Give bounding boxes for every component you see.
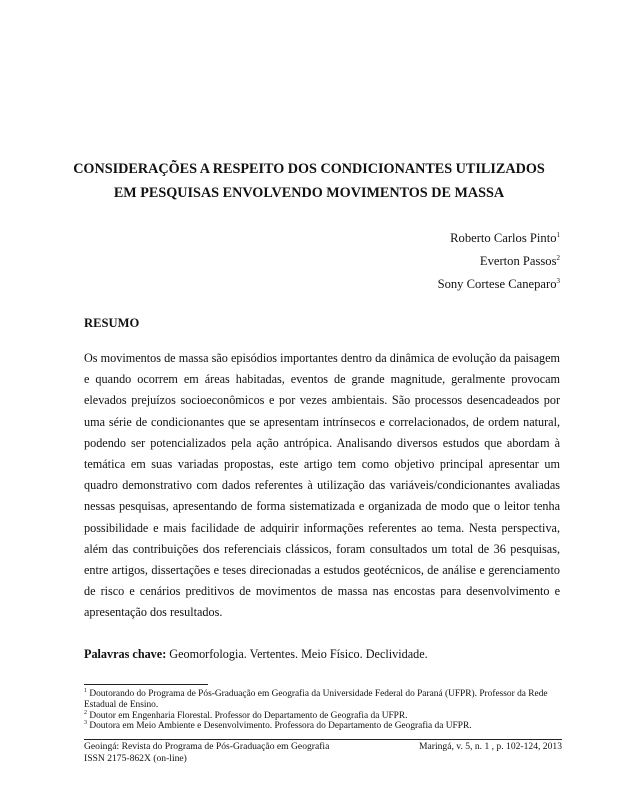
author-name: Roberto Carlos Pinto [450, 231, 557, 245]
footer-separator [84, 739, 562, 740]
footnote-mark: 1 [84, 687, 87, 694]
paper-title [60, 157, 558, 205]
footnote-3 [84, 721, 564, 732]
footnote-2 [84, 711, 564, 722]
author-footnote-mark: 3 [556, 276, 560, 285]
abstract-body: Os movimentos de massa são episódios importantes dentro da dinâmica de evolução da paisagem e quando ocorrem em áreas habitadas, eventos de grande magnitude, geralmente provocam elevados prejuízos socioeconômicos e por vezes ambientais. São processos desencadeados por uma série de condicionantes que se apresentam intrínsecos e correlacionados, de ordem natural, podendo ser potencializados pela ação antrópica. Analisando diversos estudos que abordam à temática em suas variadas propostas, este artigo tem como objetivo principal apresentar um quadro demonstrativo com dados referentes à utilização das variáveis/condicionantes avaliadas nessas pesquisas, apresentando de forma sistematizada e organizada de modo que o leitor tenha possibilidade e mais facilidade de adquirir informações referentes ao tema. Nesta perspectiva, além das contribuições dos referenciais clássicos, foram consultados um total de 36 pesquisas, entre artigos, dissertações e teses direcionadas a estudos geotécnicos, de análise e gerenciamento de risco e cenários preditivos de movimentos de massa nas encostas para desenvolvimento e apresentação dos resultados. [84, 351, 560, 620]
footnotes [84, 689, 564, 732]
author-3 [438, 273, 560, 296]
resumo-heading: RESUMO [84, 316, 140, 330]
footer-journal: Geoingá: Revista do Programa de Pós-Graduação em Geografia [84, 741, 330, 752]
footnote-separator [84, 684, 208, 685]
author-footnote-mark: 1 [556, 230, 560, 239]
footer-citation: Maringá, v. 5, n. 1 , p. 102-124, 2013 [418, 741, 562, 752]
title-line-1: CONSIDERAÇÕES A RESPEITO DOS CONDICIONANTES UTILIZADOS [73, 161, 545, 177]
footnote-mark: 2 [84, 709, 87, 716]
author-2 [438, 250, 560, 273]
footer-issn: ISSN 2175-862X (on-line) [84, 753, 187, 764]
footnote-text: Doutora em Meio Ambiente e Desenvolvimento. Professora do Departamento de Geografia da UFPR. [89, 721, 472, 732]
footnote-text: Doutor em Engenharia Florestal. Professor do Departamento de Geografia da UFPR. [89, 710, 408, 721]
keywords-text: Geomorfologia. Vertentes. Meio Físico. Declividade. [169, 647, 428, 661]
title-line-2: EM PESQUISAS ENVOLVENDO MOVIMENTOS DE MASSA [113, 185, 505, 201]
footnote-1 [84, 689, 564, 711]
author-footnote-mark: 2 [556, 253, 560, 262]
author-name: Sony Cortese Caneparo [437, 277, 557, 291]
author-1 [438, 227, 560, 250]
author-list [438, 227, 560, 296]
keywords [84, 647, 560, 662]
footnote-text: Doutorando do Programa de Pós-Graduação em Geografia da Universidade Federal do Paraná (UFPR). Professor da Rede Estadual de Ensino. [84, 689, 548, 710]
footnote-mark: 3 [84, 720, 87, 727]
author-name: Everton Passos [479, 254, 557, 268]
page-footer [84, 741, 562, 765]
keywords-label: Palavras chave: [84, 647, 167, 661]
